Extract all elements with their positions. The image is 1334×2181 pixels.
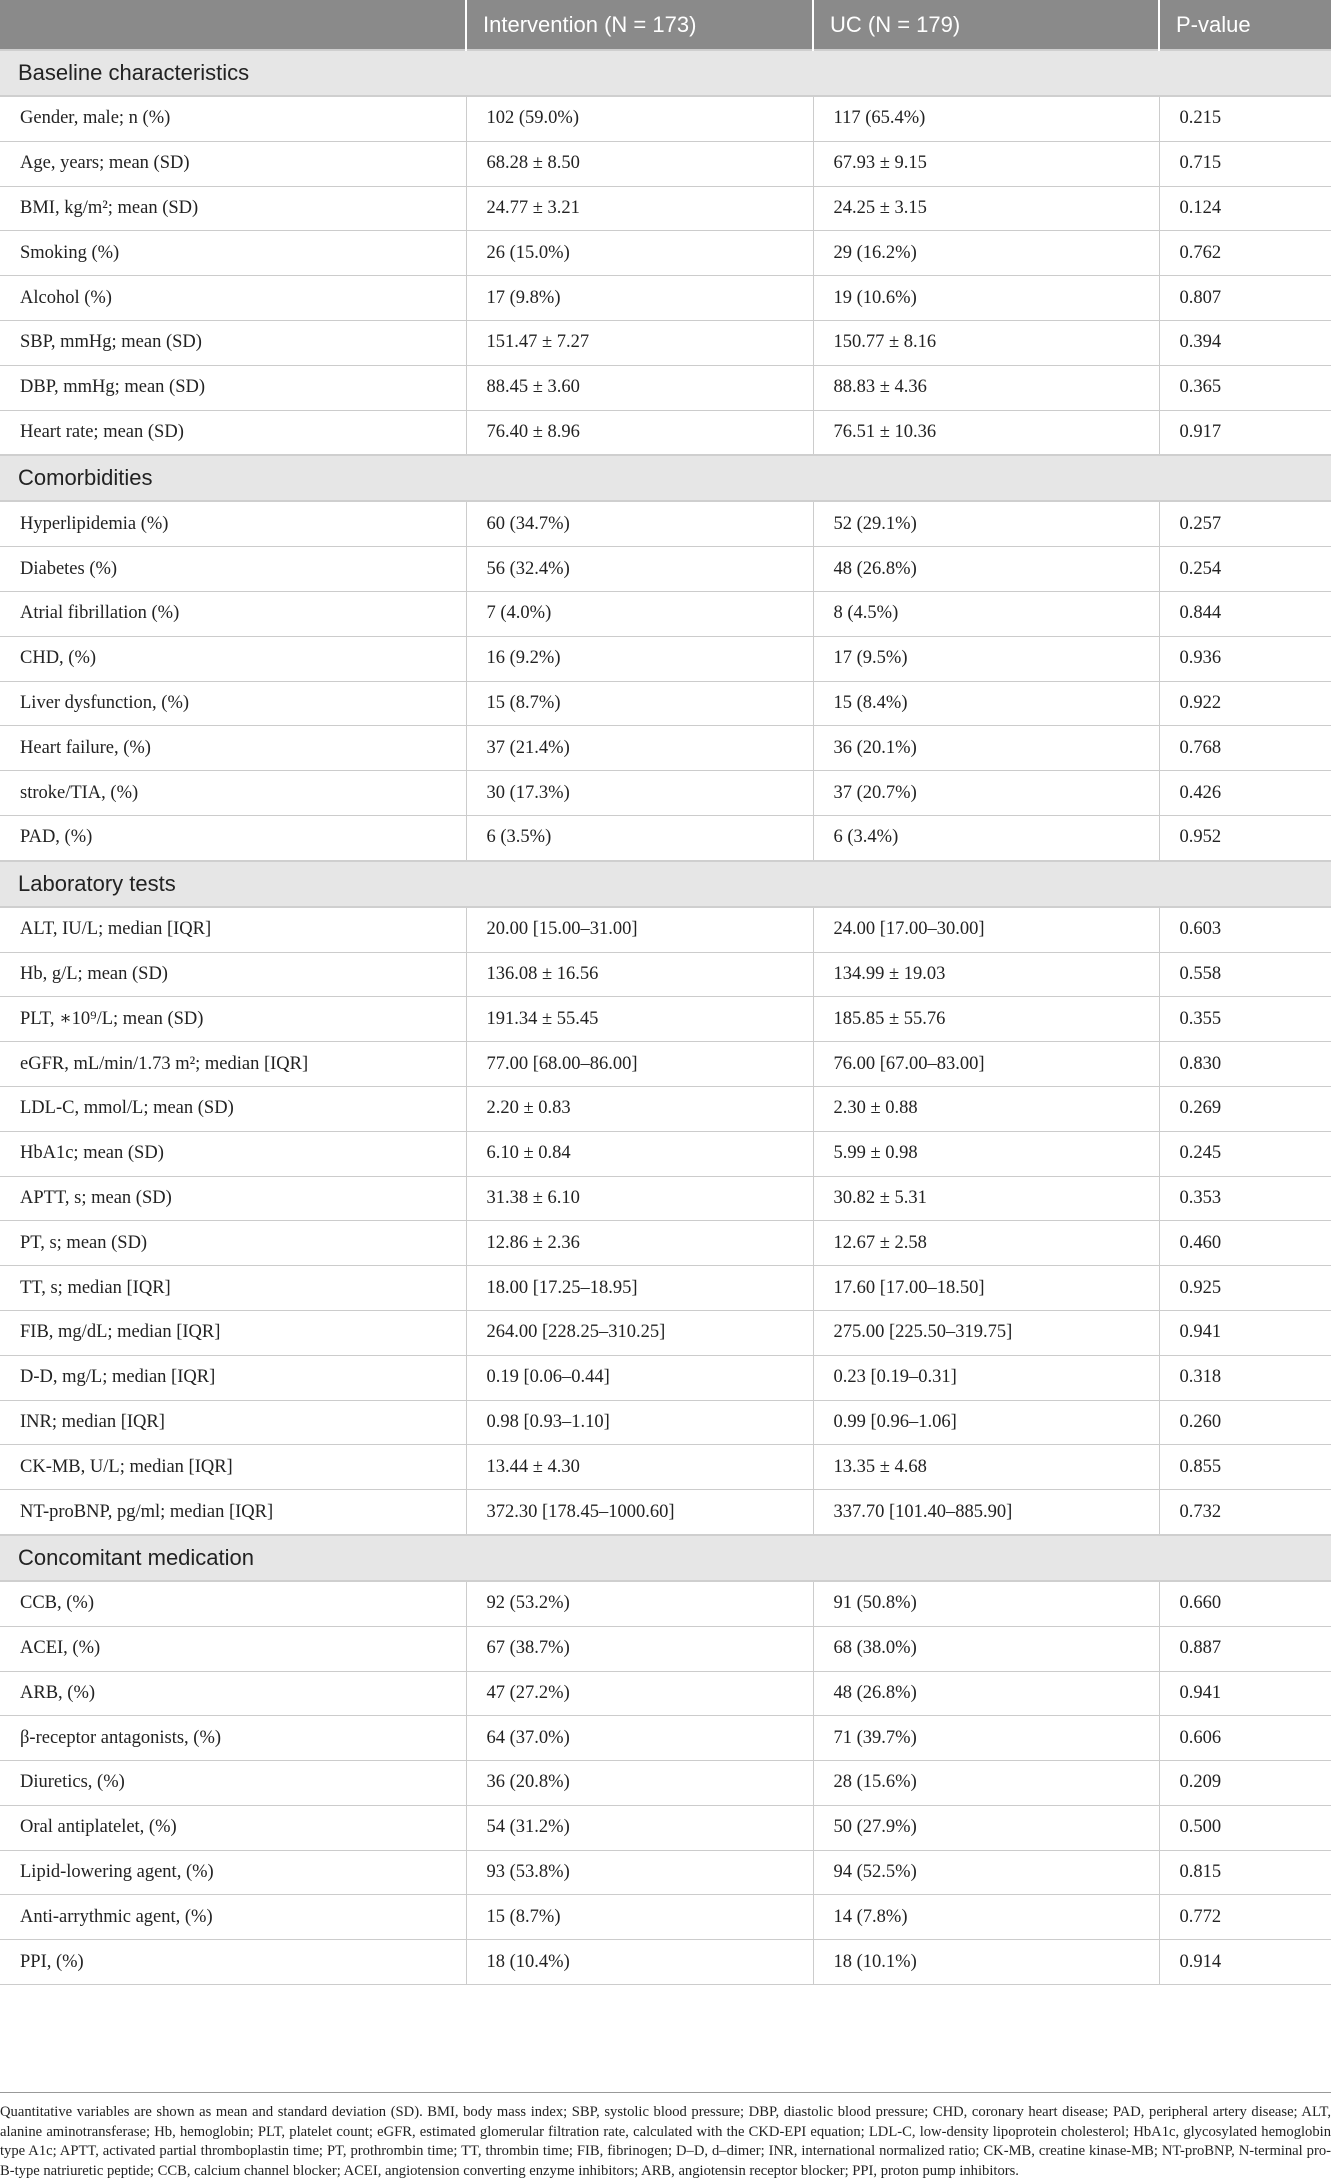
- cell-intervention: 6 (3.5%): [466, 815, 813, 860]
- cell-p-value: 0.887: [1159, 1626, 1331, 1671]
- section-title: Baseline characteristics: [0, 50, 1331, 96]
- table-row: [0, 815, 1331, 860]
- table-row: [0, 1761, 1331, 1806]
- cell-uc: 88.83 ± 4.36: [813, 365, 1159, 410]
- cell-variable: Atrial fibrillation (%): [0, 591, 466, 636]
- header-variable: [0, 0, 466, 50]
- cell-uc: 19 (10.6%): [813, 276, 1159, 321]
- cell-intervention: 372.30 [178.45–1000.60]: [466, 1490, 813, 1535]
- table-row: [0, 501, 1331, 546]
- cell-uc: 18 (10.1%): [813, 1940, 1159, 1985]
- section-header-row: [0, 1535, 1331, 1581]
- cell-p-value: 0.318: [1159, 1355, 1331, 1400]
- cell-uc: 28 (15.6%): [813, 1761, 1159, 1806]
- cell-variable: BMI, kg/m²; mean (SD): [0, 186, 466, 231]
- table-row: [0, 1042, 1331, 1087]
- cell-p-value: 0.941: [1159, 1310, 1331, 1355]
- cell-p-value: 0.917: [1159, 410, 1331, 455]
- cell-variable: TT, s; median [IQR]: [0, 1266, 466, 1311]
- header-intervention: Intervention (N = 173): [466, 0, 813, 50]
- table-row: [0, 1895, 1331, 1940]
- table-row: [0, 1445, 1331, 1490]
- cell-variable: Alcohol (%): [0, 276, 466, 321]
- cell-uc: 52 (29.1%): [813, 501, 1159, 546]
- cell-variable: CCB, (%): [0, 1581, 466, 1626]
- section-header-row: [0, 861, 1331, 907]
- cell-uc: 15 (8.4%): [813, 681, 1159, 726]
- cell-intervention: 12.86 ± 2.36: [466, 1221, 813, 1266]
- cell-intervention: 0.98 [0.93–1.10]: [466, 1400, 813, 1445]
- cell-uc: 17.60 [17.00–18.50]: [813, 1266, 1159, 1311]
- cell-uc: 6 (3.4%): [813, 815, 1159, 860]
- section-header-row: [0, 50, 1331, 96]
- section-header-row: [0, 455, 1331, 501]
- cell-variable: CK-MB, U/L; median [IQR]: [0, 1445, 466, 1490]
- cell-p-value: 0.245: [1159, 1131, 1331, 1176]
- table-row: [0, 1310, 1331, 1355]
- table-row: [0, 1131, 1331, 1176]
- section-title: Laboratory tests: [0, 861, 1331, 907]
- cell-p-value: 0.394: [1159, 320, 1331, 365]
- table-row: [0, 1716, 1331, 1761]
- cell-intervention: 15 (8.7%): [466, 681, 813, 726]
- cell-variable: Smoking (%): [0, 231, 466, 276]
- cell-p-value: 0.603: [1159, 907, 1331, 952]
- cell-intervention: 77.00 [68.00–86.00]: [466, 1042, 813, 1087]
- table-row: [0, 1671, 1331, 1716]
- cell-uc: 29 (16.2%): [813, 231, 1159, 276]
- table-footnote: Quantitative variables are shown as mean and standard deviation (SD). BMI, body mass index; SBP, systolic blood pressure; DBP, diastolic blood pressure; CHD, coronary heart disease; PAD, peripheral artery disease; ALT, alanine aminotransferase; Hb, hemoglobin; PLT, platelet count; eGFR, estimated glomerular filtration rate, calculated with the CKD-EPI equation; LDL-C, low-density lipoprotein cholesterol; HbA1c, glycosylated hemoglobin type A1c; APTT, activated partial thromboplastin time; PT, prothrombin time; TT, thrombin time; FIB, fibrinogen; D–D, d–dimer; INR, international normalized ratio; CK-MB, creatine kinase-MB; NT-proBNP, N-terminal pro-B-type natriuretic peptide; CCB, calcium channel blocker; ACEI, angiotension converting enzyme inhibitors; ARB, angiotensin receptor blocker; PPI, proton pump inhibitors.: [0, 2092, 1331, 2181]
- table-row: [0, 547, 1331, 592]
- cell-intervention: 36 (20.8%): [466, 1761, 813, 1806]
- table-row: [0, 681, 1331, 726]
- cell-uc: 5.99 ± 0.98: [813, 1131, 1159, 1176]
- cell-variable: Oral antiplatelet, (%): [0, 1805, 466, 1850]
- cell-p-value: 0.807: [1159, 276, 1331, 321]
- cell-uc: 2.30 ± 0.88: [813, 1086, 1159, 1131]
- table-row: [0, 1221, 1331, 1266]
- table-row: [0, 186, 1331, 231]
- cell-variable: Lipid-lowering agent, (%): [0, 1850, 466, 1895]
- cell-uc: 48 (26.8%): [813, 1671, 1159, 1716]
- cell-p-value: 0.914: [1159, 1940, 1331, 1985]
- cell-intervention: 93 (53.8%): [466, 1850, 813, 1895]
- cell-variable: ACEI, (%): [0, 1626, 466, 1671]
- cell-p-value: 0.855: [1159, 1445, 1331, 1490]
- cell-uc: 71 (39.7%): [813, 1716, 1159, 1761]
- cell-uc: 30.82 ± 5.31: [813, 1176, 1159, 1221]
- cell-p-value: 0.952: [1159, 815, 1331, 860]
- cell-p-value: 0.257: [1159, 501, 1331, 546]
- cell-p-value: 0.460: [1159, 1221, 1331, 1266]
- table-row: [0, 1626, 1331, 1671]
- cell-intervention: 60 (34.7%): [466, 501, 813, 546]
- cell-uc: 68 (38.0%): [813, 1626, 1159, 1671]
- cell-p-value: 0.606: [1159, 1716, 1331, 1761]
- cell-variable: D-D, mg/L; median [IQR]: [0, 1355, 466, 1400]
- table-header-row: [0, 0, 1331, 50]
- cell-intervention: 31.38 ± 6.10: [466, 1176, 813, 1221]
- cell-variable: LDL-C, mmol/L; mean (SD): [0, 1086, 466, 1131]
- table-row: [0, 1805, 1331, 1850]
- cell-intervention: 37 (21.4%): [466, 726, 813, 771]
- cell-uc: 67.93 ± 9.15: [813, 141, 1159, 186]
- cell-p-value: 0.426: [1159, 771, 1331, 816]
- table-row: [0, 96, 1331, 141]
- cell-variable: Hb, g/L; mean (SD): [0, 952, 466, 997]
- cell-intervention: 18.00 [17.25–18.95]: [466, 1266, 813, 1311]
- cell-variable: Diabetes (%): [0, 547, 466, 592]
- table-row: [0, 771, 1331, 816]
- cell-intervention: 2.20 ± 0.83: [466, 1086, 813, 1131]
- table-row: [0, 365, 1331, 410]
- table-row: [0, 231, 1331, 276]
- cell-intervention: 151.47 ± 7.27: [466, 320, 813, 365]
- cell-p-value: 0.260: [1159, 1400, 1331, 1445]
- cell-uc: 76.51 ± 10.36: [813, 410, 1159, 455]
- table-row: [0, 1850, 1331, 1895]
- cell-p-value: 0.365: [1159, 365, 1331, 410]
- cell-variable: Diuretics, (%): [0, 1761, 466, 1806]
- cell-p-value: 0.732: [1159, 1490, 1331, 1535]
- cell-intervention: 18 (10.4%): [466, 1940, 813, 1985]
- table-body: [0, 50, 1331, 1985]
- section-title: Concomitant medication: [0, 1535, 1331, 1581]
- cell-intervention: 136.08 ± 16.56: [466, 952, 813, 997]
- cell-p-value: 0.254: [1159, 547, 1331, 592]
- cell-variable: PT, s; mean (SD): [0, 1221, 466, 1266]
- cell-uc: 24.00 [17.00–30.00]: [813, 907, 1159, 952]
- table-row: [0, 726, 1331, 771]
- cell-uc: 185.85 ± 55.76: [813, 997, 1159, 1042]
- cell-variable: β-receptor antagonists, (%): [0, 1716, 466, 1761]
- cell-intervention: 15 (8.7%): [466, 1895, 813, 1940]
- header-p-value: P-value: [1159, 0, 1331, 50]
- table-row: [0, 952, 1331, 997]
- cell-intervention: 24.77 ± 3.21: [466, 186, 813, 231]
- cell-intervention: 102 (59.0%): [466, 96, 813, 141]
- cell-p-value: 0.353: [1159, 1176, 1331, 1221]
- cell-uc: 12.67 ± 2.58: [813, 1221, 1159, 1266]
- cell-variable: HbA1c; mean (SD): [0, 1131, 466, 1176]
- cell-p-value: 0.124: [1159, 186, 1331, 231]
- cell-uc: 13.35 ± 4.68: [813, 1445, 1159, 1490]
- cell-intervention: 54 (31.2%): [466, 1805, 813, 1850]
- cell-variable: FIB, mg/dL; median [IQR]: [0, 1310, 466, 1355]
- cell-intervention: 17 (9.8%): [466, 276, 813, 321]
- cell-p-value: 0.815: [1159, 1850, 1331, 1895]
- cell-variable: Age, years; mean (SD): [0, 141, 466, 186]
- cell-p-value: 0.500: [1159, 1805, 1331, 1850]
- cell-intervention: 7 (4.0%): [466, 591, 813, 636]
- table-row: [0, 276, 1331, 321]
- cell-uc: 275.00 [225.50–319.75]: [813, 1310, 1159, 1355]
- table-row: [0, 997, 1331, 1042]
- cell-variable: Hyperlipidemia (%): [0, 501, 466, 546]
- cell-uc: 91 (50.8%): [813, 1581, 1159, 1626]
- table-row: [0, 636, 1331, 681]
- table-row: [0, 410, 1331, 455]
- cell-uc: 337.70 [101.40–885.90]: [813, 1490, 1159, 1535]
- cell-p-value: 0.209: [1159, 1761, 1331, 1806]
- table-row: [0, 1355, 1331, 1400]
- cell-uc: 76.00 [67.00–83.00]: [813, 1042, 1159, 1087]
- cell-intervention: 30 (17.3%): [466, 771, 813, 816]
- table-row: [0, 907, 1331, 952]
- table-row: [0, 591, 1331, 636]
- cell-uc: 117 (65.4%): [813, 96, 1159, 141]
- cell-variable: Heart failure, (%): [0, 726, 466, 771]
- cell-intervention: 0.19 [0.06–0.44]: [466, 1355, 813, 1400]
- cell-uc: 14 (7.8%): [813, 1895, 1159, 1940]
- cell-intervention: 26 (15.0%): [466, 231, 813, 276]
- cell-intervention: 6.10 ± 0.84: [466, 1131, 813, 1176]
- cell-p-value: 0.762: [1159, 231, 1331, 276]
- cell-p-value: 0.660: [1159, 1581, 1331, 1626]
- cell-uc: 0.99 [0.96–1.06]: [813, 1400, 1159, 1445]
- cell-uc: 17 (9.5%): [813, 636, 1159, 681]
- cell-intervention: 264.00 [228.25–310.25]: [466, 1310, 813, 1355]
- cell-uc: 150.77 ± 8.16: [813, 320, 1159, 365]
- cell-intervention: 56 (32.4%): [466, 547, 813, 592]
- cell-p-value: 0.922: [1159, 681, 1331, 726]
- cell-uc: 37 (20.7%): [813, 771, 1159, 816]
- cell-p-value: 0.715: [1159, 141, 1331, 186]
- cell-variable: PAD, (%): [0, 815, 466, 860]
- cell-intervention: 88.45 ± 3.60: [466, 365, 813, 410]
- cell-intervention: 67 (38.7%): [466, 1626, 813, 1671]
- table-row: [0, 1176, 1331, 1221]
- cell-intervention: 47 (27.2%): [466, 1671, 813, 1716]
- cell-uc: 8 (4.5%): [813, 591, 1159, 636]
- cell-variable: INR; median [IQR]: [0, 1400, 466, 1445]
- table-row: [0, 1086, 1331, 1131]
- table-row: [0, 141, 1331, 186]
- table-row: [0, 1490, 1331, 1535]
- cell-p-value: 0.772: [1159, 1895, 1331, 1940]
- cell-variable: DBP, mmHg; mean (SD): [0, 365, 466, 410]
- cell-variable: ARB, (%): [0, 1671, 466, 1716]
- cell-intervention: 191.34 ± 55.45: [466, 997, 813, 1042]
- cell-intervention: 64 (37.0%): [466, 1716, 813, 1761]
- cell-p-value: 0.768: [1159, 726, 1331, 771]
- cell-uc: 50 (27.9%): [813, 1805, 1159, 1850]
- cell-p-value: 0.355: [1159, 997, 1331, 1042]
- cell-variable: APTT, s; mean (SD): [0, 1176, 466, 1221]
- section-title: Comorbidities: [0, 455, 1331, 501]
- cell-variable: stroke/TIA, (%): [0, 771, 466, 816]
- table-row: [0, 1581, 1331, 1626]
- cell-intervention: 20.00 [15.00–31.00]: [466, 907, 813, 952]
- cell-variable: SBP, mmHg; mean (SD): [0, 320, 466, 365]
- cell-p-value: 0.936: [1159, 636, 1331, 681]
- table-row: [0, 320, 1331, 365]
- cell-variable: Anti-arrythmic agent, (%): [0, 1895, 466, 1940]
- cell-intervention: 13.44 ± 4.30: [466, 1445, 813, 1490]
- table-row: [0, 1400, 1331, 1445]
- cell-uc: 36 (20.1%): [813, 726, 1159, 771]
- cell-p-value: 0.558: [1159, 952, 1331, 997]
- cell-uc: 94 (52.5%): [813, 1850, 1159, 1895]
- cell-variable: PPI, (%): [0, 1940, 466, 1985]
- cell-variable: PLT, ∗10⁹/L; mean (SD): [0, 997, 466, 1042]
- table-row: [0, 1940, 1331, 1985]
- cell-variable: Gender, male; n (%): [0, 96, 466, 141]
- cell-intervention: 16 (9.2%): [466, 636, 813, 681]
- cell-p-value: 0.844: [1159, 591, 1331, 636]
- cell-uc: 48 (26.8%): [813, 547, 1159, 592]
- cell-uc: 0.23 [0.19–0.31]: [813, 1355, 1159, 1400]
- cell-p-value: 0.830: [1159, 1042, 1331, 1087]
- cell-variable: CHD, (%): [0, 636, 466, 681]
- cell-variable: Liver dysfunction, (%): [0, 681, 466, 726]
- cell-variable: eGFR, mL/min/1.73 m²; median [IQR]: [0, 1042, 466, 1087]
- table-row: [0, 1266, 1331, 1311]
- cell-variable: NT-proBNP, pg/ml; median [IQR]: [0, 1490, 466, 1535]
- cell-p-value: 0.269: [1159, 1086, 1331, 1131]
- cell-uc: 134.99 ± 19.03: [813, 952, 1159, 997]
- cell-intervention: 76.40 ± 8.96: [466, 410, 813, 455]
- cell-intervention: 68.28 ± 8.50: [466, 141, 813, 186]
- cell-variable: ALT, IU/L; median [IQR]: [0, 907, 466, 952]
- header-uc: UC (N = 179): [813, 0, 1159, 50]
- cell-uc: 24.25 ± 3.15: [813, 186, 1159, 231]
- cell-intervention: 92 (53.2%): [466, 1581, 813, 1626]
- cell-variable: Heart rate; mean (SD): [0, 410, 466, 455]
- cell-p-value: 0.215: [1159, 96, 1331, 141]
- cell-p-value: 0.925: [1159, 1266, 1331, 1311]
- cell-p-value: 0.941: [1159, 1671, 1331, 1716]
